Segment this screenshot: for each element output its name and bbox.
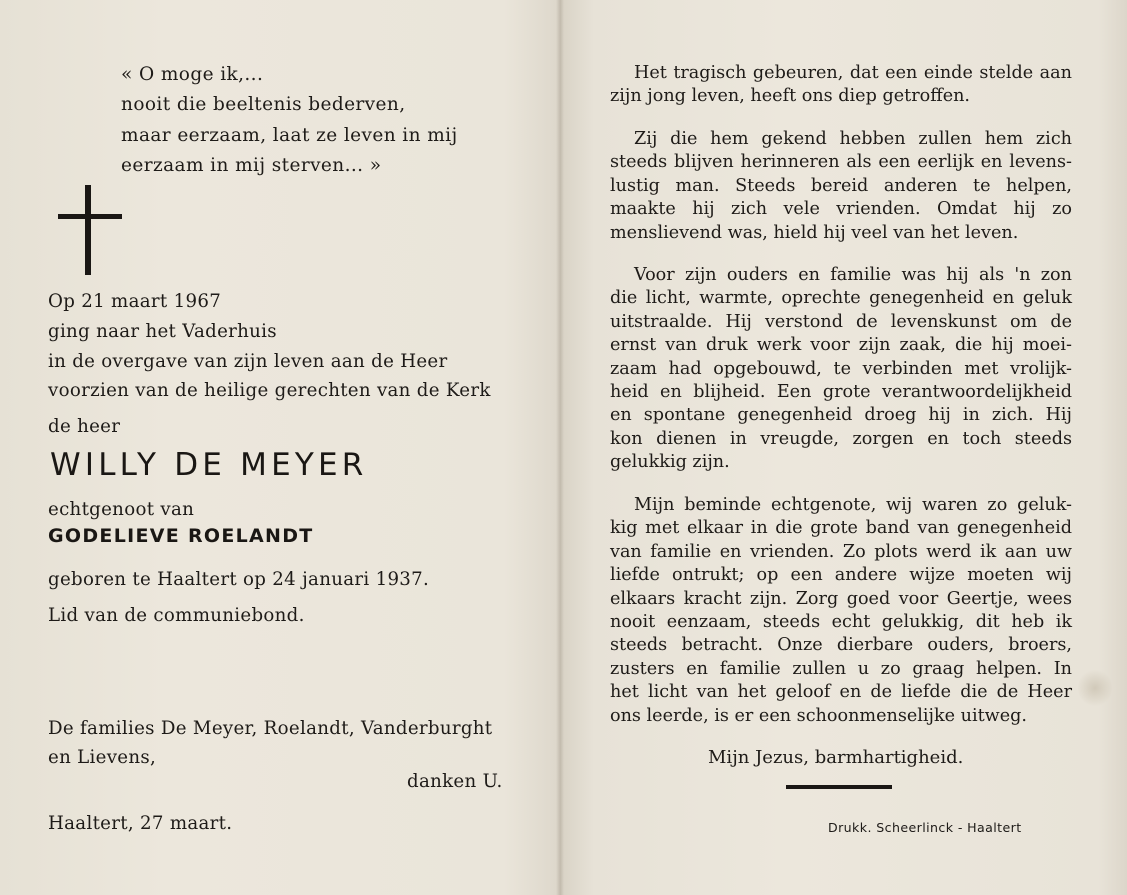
text-line: zusters en familie zullen u zo graag helpen. In <box>610 658 1072 679</box>
announcement-line: in de overgave van zijn leven aan de Heer <box>48 351 448 372</box>
text-line: ons leerde, is er een schoonmenselijke uitweg. <box>610 705 1028 726</box>
text-line: die licht, warmte, oprechte genegenheid en geluk <box>610 288 1072 309</box>
paragraph-3 <box>610 264 1072 475</box>
text-line: liefde ontrukt; op een andere wijze moeten wij <box>610 565 1072 586</box>
paper-stain <box>1078 668 1112 708</box>
thanks-closing: danken U. <box>407 771 503 792</box>
place-date: Haaltert, 27 maart. <box>48 813 233 834</box>
text-line: steeds betracht. Onze dierbare ouders, broers, <box>610 635 1072 656</box>
text-line: zijn jong leven, heeft ons diep getroffen. <box>610 86 971 107</box>
text-line: Het tragisch gebeuren, dat een einde stelde aan <box>634 63 1072 83</box>
text-line: kon dienen in vreugde, zorgen en toch steeds <box>610 428 1072 449</box>
text-line: het licht van het geloof en de liefde die de Heer <box>610 682 1072 703</box>
poem-line: maar eerzaam, laat ze leven in mij <box>121 124 458 146</box>
cross-vertical <box>85 185 91 275</box>
text-line: heid en blijheid. Een grote verantwoordelijkheid <box>610 381 1072 402</box>
text-line: ernst van druk werk voor zijn zaak, die hij moei- <box>610 335 1072 356</box>
families-line: en Lievens, <box>48 747 157 768</box>
death-date: Op 21 maart 1967 <box>48 291 222 312</box>
text-line: nooit eenzaam, steeds echt gelukkig, dit heb ik <box>610 611 1072 632</box>
announcement-line: voorzien van de heilige gerechten van de Kerk <box>48 380 491 401</box>
center-fold <box>556 0 564 895</box>
text-line: maakte hij zich vele vrienden. Omdat hij zo <box>610 199 1072 220</box>
spouse-name: GODELIEVE ROELANDT <box>48 525 314 547</box>
spouse-intro: echtgenoot van <box>48 499 195 520</box>
text-line: van familie en vrienden. Zo plots werd ik aan uw <box>610 541 1072 562</box>
text-line: menslievend was, hield hij veel van het leven. <box>610 222 1019 243</box>
text-line: Mijn beminde echtgenote, wij waren zo geluk- <box>634 495 1072 515</box>
cross-horizontal <box>58 214 122 219</box>
text-line: lustig man. Steeds bereid anderen te helpen, <box>610 175 1072 196</box>
text-line: uitstraalde. Hij verstond de levenskunst om de <box>610 311 1072 332</box>
text-line: elkaars kracht zijn. Zorg goed voor Geertje, wees <box>610 588 1072 609</box>
divider <box>786 785 892 789</box>
membership: Lid van de communiebond. <box>48 605 305 626</box>
paragraph-4 <box>610 494 1072 728</box>
families-line: De families De Meyer, Roelandt, Vanderburght <box>48 718 493 739</box>
text-line: zaam had opgebouwd, te verbinden met vrolijk- <box>610 358 1072 379</box>
text-line: en spontane genegenheid droeg hij in zich. Hij <box>610 405 1072 426</box>
text-line: gelukkig zijn. <box>610 452 730 473</box>
poem-line: nooit die beeltenis bederven, <box>121 94 406 116</box>
birth-info: geboren te Haaltert op 24 januari 1937. <box>48 569 430 590</box>
poem <box>121 60 458 181</box>
poem-line: « O moge ik,... <box>121 64 264 85</box>
announcement-line: ging naar het Vaderhuis <box>48 321 277 342</box>
poem-line: eerzaam in mij sterven... » <box>121 154 382 176</box>
text-line: Zij die hem gekend hebben zullen hem zich <box>634 129 1072 149</box>
text-line: steeds blijven herinneren als een eerlijk en levens- <box>610 152 1072 173</box>
text-line: Voor zijn ouders en familie was hij als 'n zon <box>634 265 1072 285</box>
motto: Mijn Jezus, barmhartigheid. <box>708 747 964 768</box>
paragraph-1 <box>610 62 1072 109</box>
printer-credit: Drukk. Scheerlinck - Haaltert <box>828 820 1022 835</box>
deceased-name: WILLY DE MEYER <box>50 447 368 483</box>
cross-icon <box>58 185 122 275</box>
honorific: de heer <box>48 416 121 437</box>
text-line: kig met elkaar in die grote band van genegenheid <box>610 518 1072 539</box>
paragraph-2 <box>610 128 1072 245</box>
